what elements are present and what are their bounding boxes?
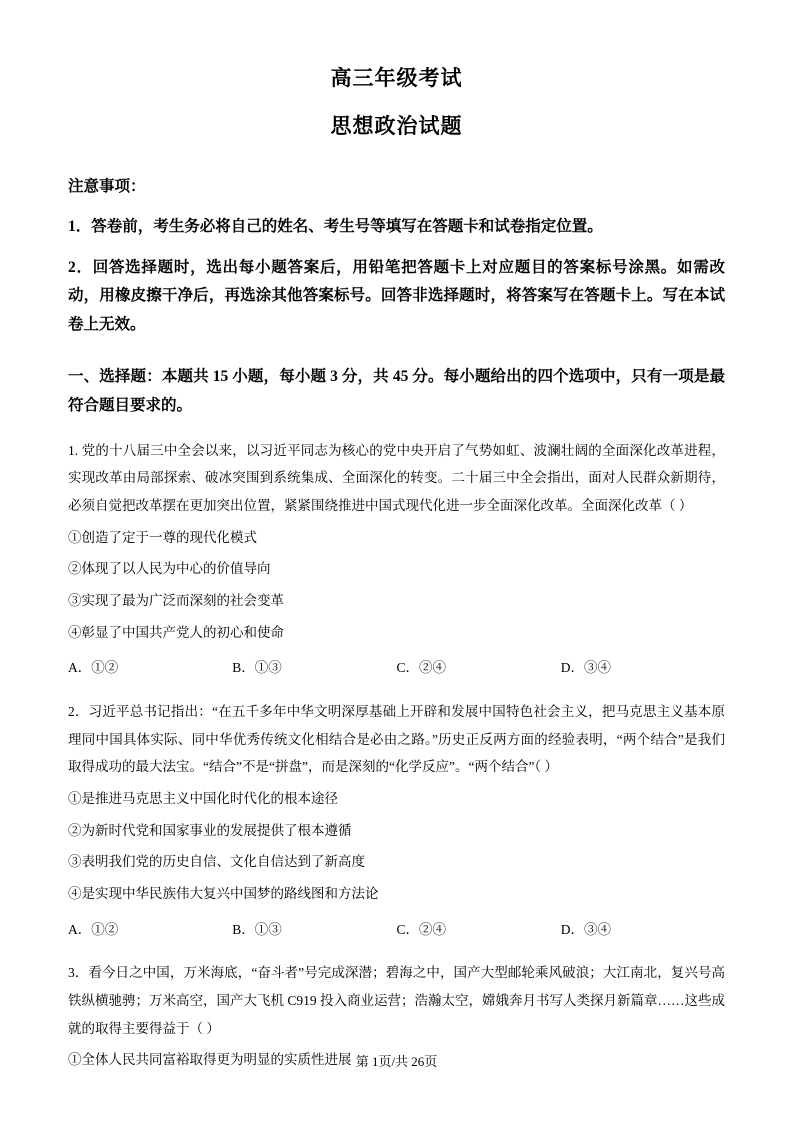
choice-c: C．②④ (396, 660, 447, 676)
question-stem: 2．习近平总书记指出：“在五千多年中华文明深厚基础上开辟和发展中国特色社会主义，把马克思主义基本原理同中国具体实际、同中华优秀传统文化相结合是必由之路。”历史正反两方面的经验表明，“两个结合”是我们取得成功的最大法宝。“结合”不是“拼盘”，而是深刻的“化学反应”。“两个结合”（ ） (68, 704, 725, 775)
page-footer: 第 1页/共 26页 (355, 1054, 438, 1069)
question-choices (68, 916, 725, 944)
question-option: ③实现了最为广泛而深刻的社会变革 (68, 593, 284, 608)
question-choices (68, 654, 725, 682)
question-option: ④彰显了中国共产党人的初心和使命 (68, 624, 284, 640)
section-heading: 一、选择题：本题共 15 小题，每小题 3 分，共 45 分。每小题给出的四个选项中，只有一项是最符合题目要求的。 (68, 367, 725, 415)
question-option: ①创造了定于一尊的现代化模式 (68, 529, 257, 545)
question-option: ②体现了以人民为中心的价值导向 (68, 561, 271, 577)
question-option: ③表明我们党的历史自信、文化自信达到了新高度 (68, 854, 365, 870)
question-option: ②为新时代党和国家事业的发展提供了根本遵循 (68, 822, 352, 838)
question-option: ④是实现中华民族伟大复兴中国梦的路线图和方法论 (68, 886, 379, 902)
choice-b: B．①③ (232, 921, 282, 937)
question-2 (68, 698, 725, 943)
notice-item-1: 1．答卷前，考生务必将自己的姓名、考生号等填写在答题卡和试卷指定位置。 (68, 218, 603, 236)
notice-label: 注意事项： (68, 178, 146, 196)
question-stem: 3．看今日之中国，万米海底，“奋斗者”号完成深潜；碧海之中，国产大型邮轮乘风破浪；大江南北，复兴号高铁纵横驰骋；万米高空，国产大飞机 C919 投入商业运营；浩瀚太空，嫦娥奔月书写人类探月新篇章……这些成就的取得主要得益于（ ） (68, 965, 726, 1036)
choice-b: B．①③ (232, 660, 282, 676)
choice-d: D．③④ (560, 660, 611, 676)
page-subtitle: 思想政治试题 (330, 113, 463, 138)
choice-a: A．①② (68, 921, 119, 937)
question-stem: 1. 党的十八届三中全会以来，以习近平同志为核心的党中央开启了气势如虹、波澜壮阔的全面深化改革进程，实现改革由局部探索、破冰突围到系统集成、全面深化的转变。二十届三中全会指出，面对人民群众新期待，必须自觉把改革摆在更加突出位置，紧紧围绕推进中国式现代化进一步全面深化改革。全面深化改革（ ） (68, 442, 725, 513)
question-option: ①全体人民共同富裕取得更为明显的实质性进展 (68, 1052, 352, 1068)
notice-item-2: 2．回答选择题时，选出每小题答案后，用铅笔把答题卡上对应题目的答案标号涂黑。如需改动，用橡皮擦干净后，再选涂其他答案标号。回答非选择题时，将答案写在答题卡上。写在本试卷上无效。 (68, 258, 725, 334)
choice-d: D．③④ (560, 921, 611, 937)
question-1 (68, 437, 725, 682)
question-option: ①是推进马克思主义中国化时代化的根本途径 (68, 791, 338, 807)
choice-a: A．①② (68, 660, 119, 676)
choice-c: C．②④ (396, 921, 447, 937)
page-title: 高三年级考试 (330, 66, 463, 90)
